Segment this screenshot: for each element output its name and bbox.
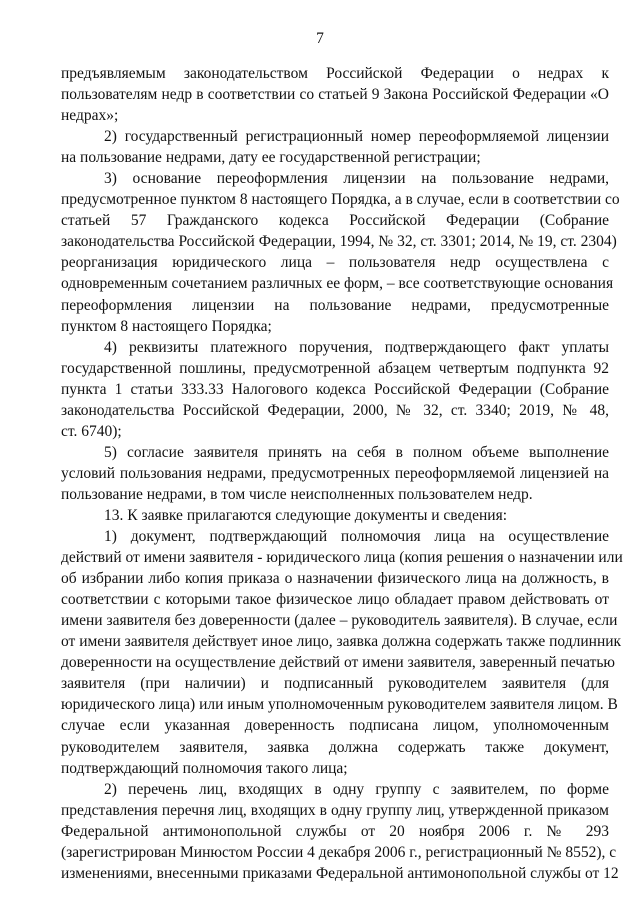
page-number: 7: [316, 30, 324, 47]
text-line: 2) государственный регистрационный номер переоформляемой лицензии: [104, 128, 609, 146]
text-line: государственной пошлины, предусмотренной абзацем четвертым подпункта 92: [61, 359, 609, 377]
text-line: случае если указанная доверенность подписана лицом, уполномоченным: [61, 717, 609, 735]
text-line: соответствии с которыми такое физическое лицо обладает правом действовать от: [61, 591, 609, 609]
text-line: переоформления лицензии на пользование недрами, предусмотренные: [61, 296, 609, 314]
text-line: пользование недрами, в том числе неисполненных пользователем недр.: [61, 485, 533, 503]
text-line: имени заявителя без доверенности (далее – руководитель заявителя). В случае, если: [61, 612, 618, 630]
text-line: пунктом 8 настоящего Порядка;: [61, 317, 272, 335]
text-line: 5) согласие заявителя принять на себя в полном объеме выполнение: [104, 443, 609, 461]
text-line: заявителя (при наличии) и подписанный руководителем заявителя (для: [61, 675, 609, 693]
text-line: одновременным сочетанием различных ее форм, – все соответствующие основания: [61, 275, 614, 293]
text-line: подтверждающий полномочия такого лица;: [61, 759, 348, 777]
text-line: представления перечня лиц, входящих в одну группу лиц, утвержденной приказом: [61, 801, 609, 819]
text-line: недрах»;: [61, 107, 119, 125]
text-line: юридического лица) или иным уполномоченным руководителем заявителя лицом. В: [61, 696, 618, 714]
text-line: условий пользования недрами, предусмотренных переоформляемой лицензией на: [61, 464, 609, 482]
text-line: 4) реквизиты платежного поручения, подтверждающего факт уплаты: [104, 338, 609, 356]
text-line: статьей 57 Гражданского кодекса Российской Федерации (Собрание: [61, 212, 609, 230]
document-body: [61, 63, 623, 884]
text-line: (зарегистрирован Минюстом России 4 декабря 2006 г., регистрационный № 8552), с: [61, 843, 617, 861]
text-line: руководителем заявителя, заявка должна содержать также документ,: [61, 738, 609, 756]
text-line: предъявляемым законодательством Российской Федерации о недрах к: [61, 65, 609, 82]
text-line: пользователям недр в соответствии со статьей 9 Закона Российской Федерации «О: [61, 86, 609, 104]
text-line: предусмотренное пунктом 8 настоящего Порядка, а в случае, если в соответствии со: [61, 191, 620, 209]
text-line: законодательства Российской Федерации, 1994, № 32, ст. 3301; 2014, № 19, ст. 2304): [61, 233, 617, 251]
text-line: изменениями, внесенными приказами Федеральной антимонопольной службы от 12: [61, 864, 619, 882]
text-line: действий от имени заявителя - юридического лица (копия решения о назначении или: [61, 549, 623, 567]
text-line: реорганизация юридического лица – пользователя недр осуществлена с: [61, 254, 609, 272]
text-line: доверенности на осуществление действий от имени заявителя, заверенный печатью: [61, 654, 616, 672]
text-line: 1) документ, подтверждающий полномочия лица на осуществление: [104, 528, 609, 546]
text-line: на пользование недрами, дату ее государственной регистрации;: [61, 149, 481, 167]
text-line: пункта 1 статьи 333.33 Налогового кодекса Российской Федерации (Собрание: [61, 380, 609, 398]
text-line: 3) основание переоформления лицензии на пользование недрами,: [104, 170, 609, 188]
text-line: законодательства Российской Федерации, 2000, № 32, ст. 3340; 2019, № 48,: [61, 401, 609, 419]
text-line: ст. 6740);: [61, 422, 122, 440]
text-line: 2) перечень лиц, входящих в одну группу с заявителем, по форме: [104, 780, 609, 798]
text-line: Федеральной антимонопольной службы от 20 ноября 2006 г. № 293: [61, 822, 609, 840]
text-line: от имени заявителя действует иное лицо, заявка должна содержать также подлинник: [61, 633, 622, 651]
text-line: 13. К заявке прилагаются следующие документы и сведения:: [104, 506, 507, 524]
text-line: об избрании либо копия приказа о назначении физического лица на должность, в: [61, 570, 609, 588]
